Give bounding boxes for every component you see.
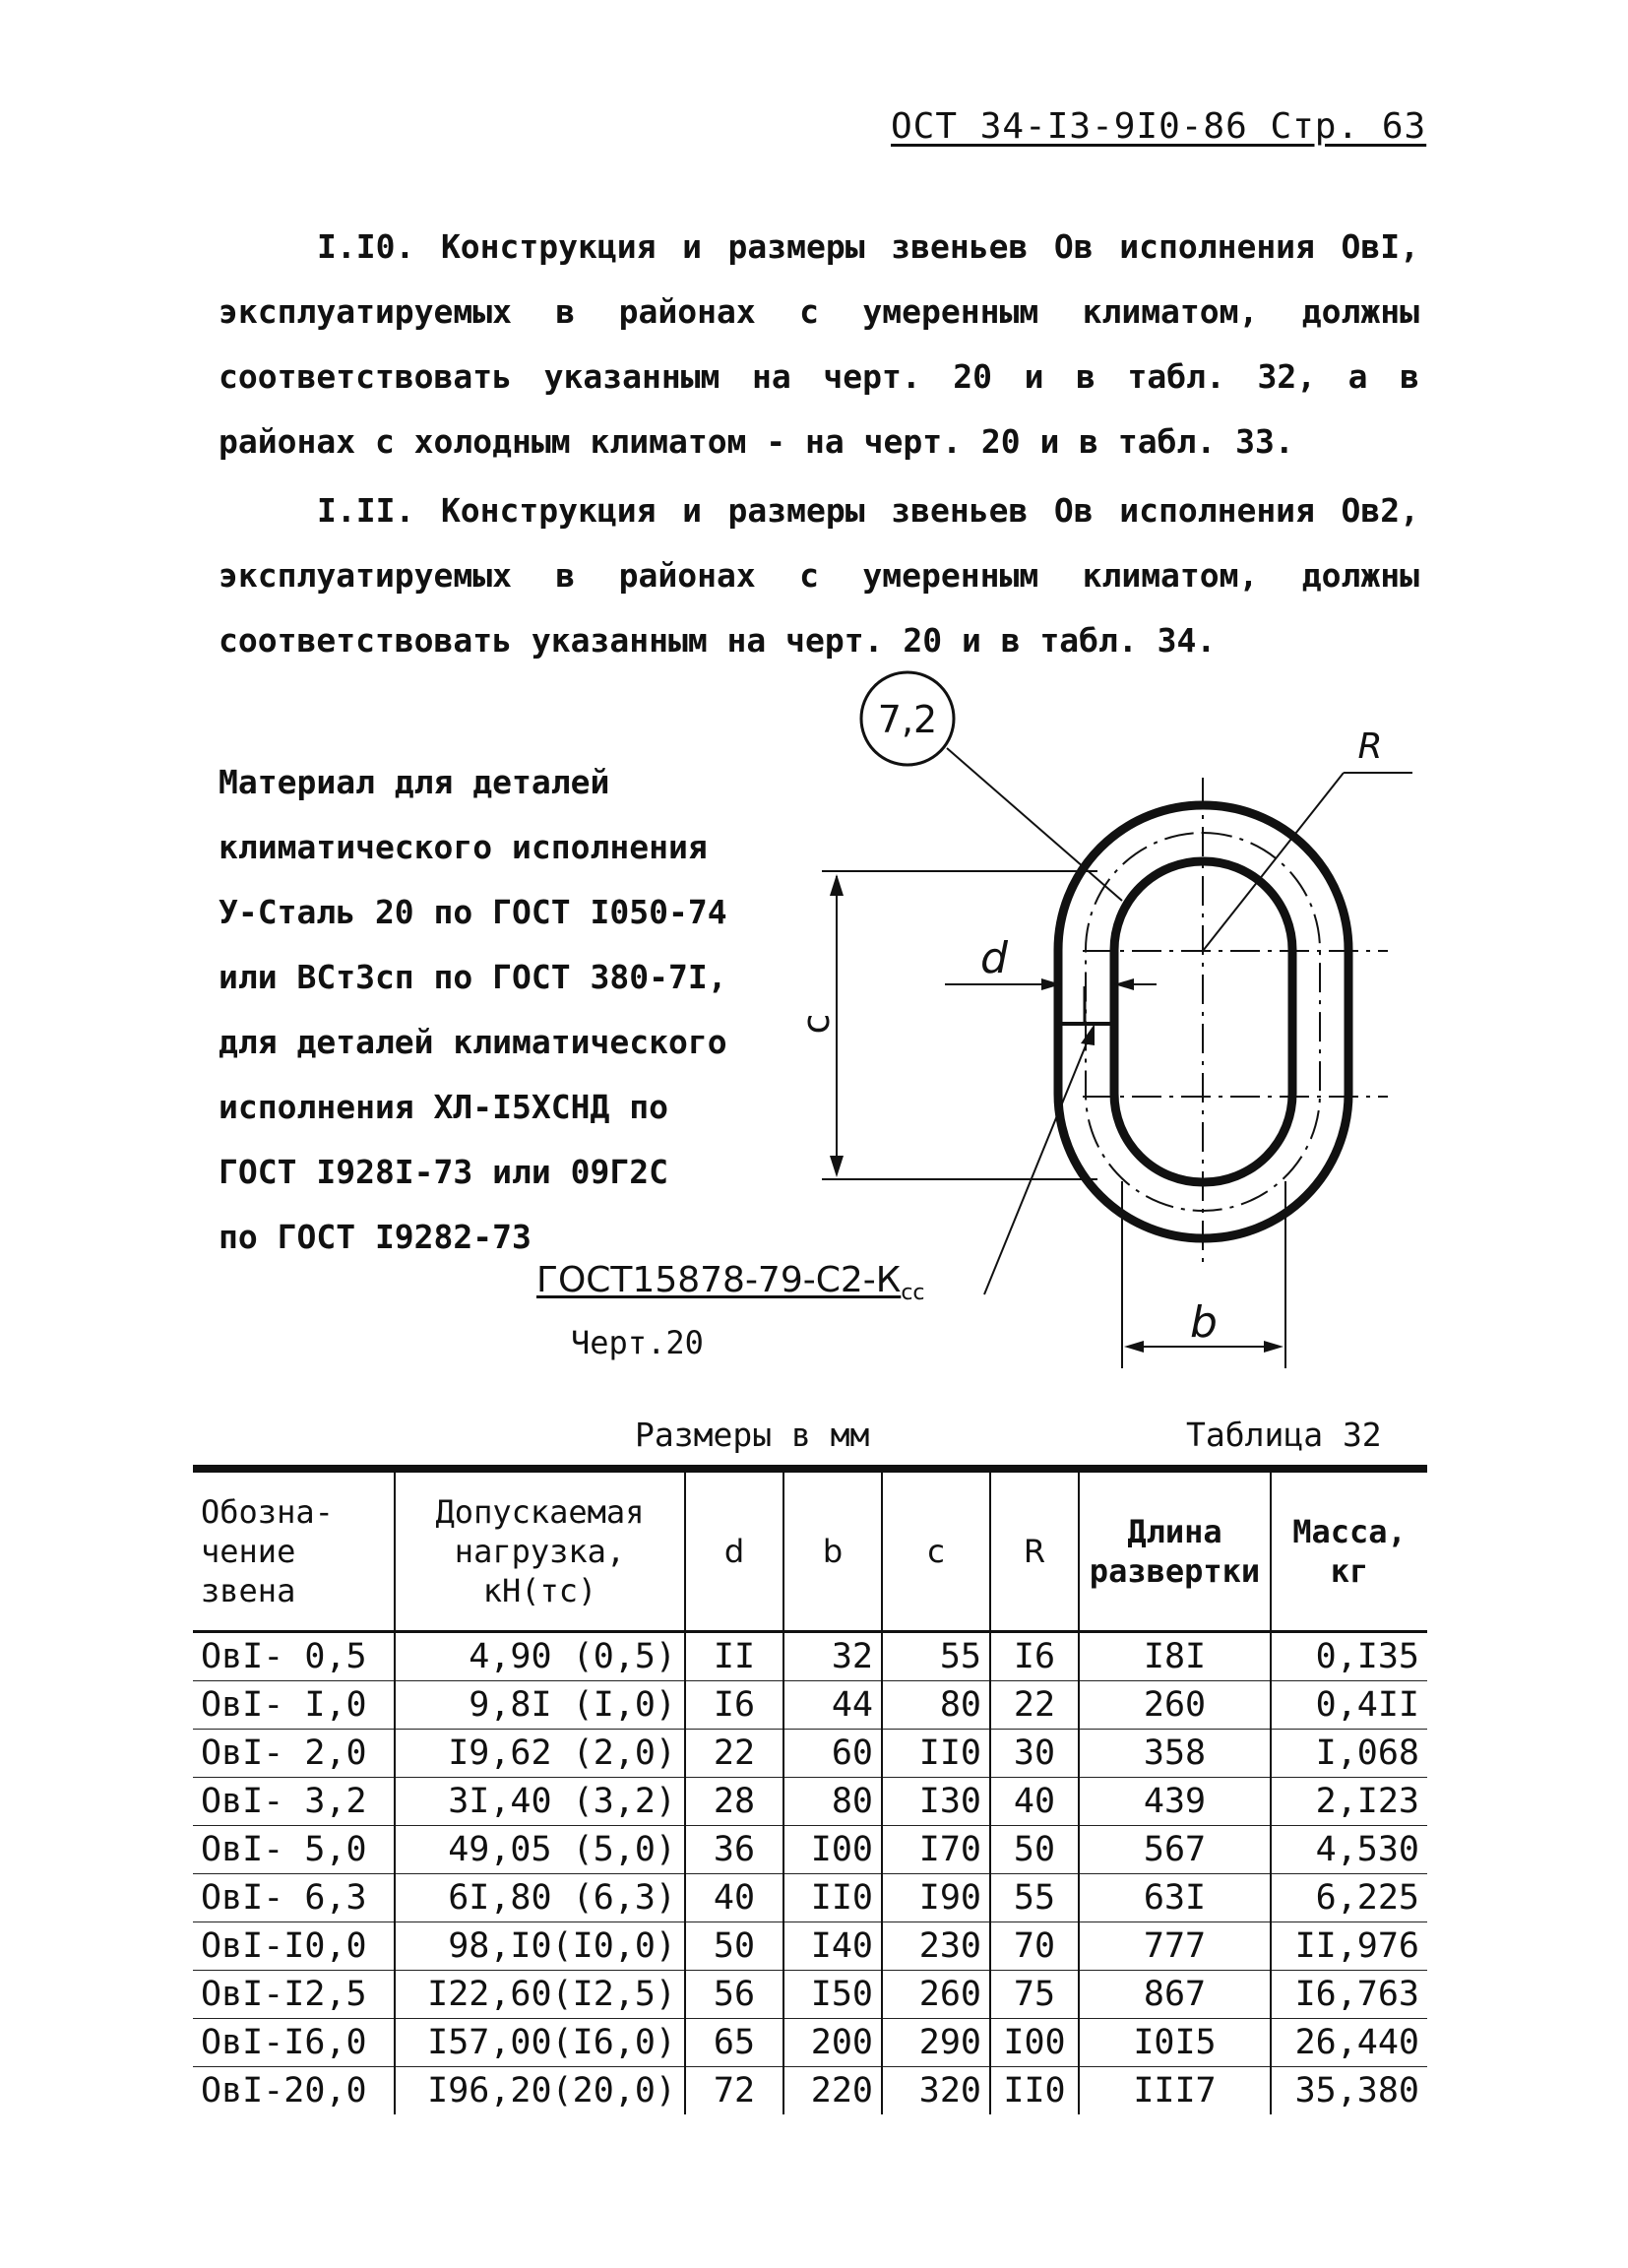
document-header: ОСТ 34-I3-9I0-86 Стр. 63 (891, 106, 1427, 147)
cell-designation: ОвI-I0,0 (193, 1922, 395, 1971)
material-line: по ГОСТ I9282-73 (219, 1218, 532, 1256)
cell-r: 40 (990, 1778, 1079, 1826)
cell-c: 80 (882, 1681, 990, 1730)
cell-d: II (685, 1632, 783, 1681)
material-line: исполнения ХЛ-I5ХСНД по (219, 1088, 668, 1126)
label-b: b (1190, 1297, 1218, 1348)
cell-d: 40 (685, 1874, 783, 1922)
header-load (395, 1469, 685, 1632)
table-row (193, 1874, 1427, 1922)
cell-b: 60 (783, 1730, 882, 1778)
cell-d: 50 (685, 1922, 783, 1971)
marking-main: ГОСТ15878-79-С2-К (536, 1260, 902, 1300)
cell-b: 200 (783, 2019, 882, 2067)
cell-designation: ОвI-I6,0 (193, 2019, 395, 2067)
material-line: для деталей климатического (219, 1023, 727, 1061)
header-c: c (882, 1469, 990, 1632)
cell-r: 50 (990, 1826, 1079, 1874)
cell-c: 55 (882, 1632, 990, 1681)
cell-load: 6I,80 (6,3) (395, 1874, 685, 1922)
material-line: климатического исполнения (219, 828, 708, 866)
header-length (1079, 1469, 1271, 1632)
cell-load: I9,62 (2,0) (395, 1730, 685, 1778)
cell-b: 220 (783, 2067, 882, 2115)
cell-designation: ОвI-I2,5 (193, 1971, 395, 2019)
cell-r: I6 (990, 1632, 1079, 1681)
cell-load: 49,05 (5,0) (395, 1826, 685, 1874)
cell-length: I0I5 (1079, 2019, 1271, 2067)
cell-mass: 0,4II (1271, 1681, 1427, 1730)
cell-r: 70 (990, 1922, 1079, 1971)
table-row (193, 1922, 1427, 1971)
cell-mass: 35,380 (1271, 2067, 1427, 2115)
header-r: R (990, 1469, 1079, 1632)
c-arrow-bottom (830, 1156, 844, 1177)
table-32 (193, 1465, 1427, 2114)
cell-length: III7 (1079, 2067, 1271, 2115)
cell-length: 260 (1079, 1681, 1271, 1730)
roughness-label: 7,2 (877, 698, 938, 741)
cell-c: I90 (882, 1874, 990, 1922)
cell-load: 3I,40 (3,2) (395, 1778, 685, 1826)
cell-load: 98,I0(I0,0) (395, 1922, 685, 1971)
cell-mass: I6,763 (1271, 1971, 1427, 2019)
chain-marking (536, 1260, 925, 1305)
cell-d: 28 (685, 1778, 783, 1826)
cell-b: 32 (783, 1632, 882, 1681)
cell-mass: I,068 (1271, 1730, 1427, 1778)
table-header-row (193, 1469, 1427, 1632)
cell-b: II0 (783, 1874, 882, 1922)
cell-length: 867 (1079, 1971, 1271, 2019)
cell-r: 75 (990, 1971, 1079, 2019)
cell-c: II0 (882, 1730, 990, 1778)
header-load-text: Допускаемая нагрузка, кН(тс) (435, 1493, 645, 1609)
header-designation (193, 1469, 395, 1632)
cell-designation: ОвI- 6,3 (193, 1874, 395, 1922)
cell-load: 9,8I (I,0) (395, 1681, 685, 1730)
clause-1-11-text: I.II. Конструкция и размеры звеньев Ов исполнения Ов2, эксплуатируемых в районах с умеренным климатом, должны соответствовать указанным на черт. 20 и в табл. 34. (219, 491, 1419, 660)
cell-load: 4,90 (0,5) (395, 1632, 685, 1681)
cell-b: I50 (783, 1971, 882, 2019)
cell-r: 30 (990, 1730, 1079, 1778)
cell-load: I22,60(I2,5) (395, 1971, 685, 2019)
header-mass (1271, 1469, 1427, 1632)
cell-c: I30 (882, 1778, 990, 1826)
cell-b: I00 (783, 1826, 882, 1874)
header-b: b (783, 1469, 882, 1632)
table-body (193, 1632, 1427, 2115)
table-units-label: Размеры в мм (635, 1416, 870, 1454)
cell-r: I00 (990, 2019, 1079, 2067)
cell-mass: II,976 (1271, 1922, 1427, 1971)
cell-c: 320 (882, 2067, 990, 2115)
cell-b: I40 (783, 1922, 882, 1971)
cell-d: 65 (685, 2019, 783, 2067)
table-row (193, 1730, 1427, 1778)
cell-d: 72 (685, 2067, 783, 2115)
header-d: d (685, 1469, 783, 1632)
cell-b: 44 (783, 1681, 882, 1730)
cell-length: 777 (1079, 1922, 1271, 1971)
marking-leader-arrow (1081, 1024, 1095, 1045)
cell-load: I96,20(20,0) (395, 2067, 685, 2115)
cell-designation: ОвI- I,0 (193, 1681, 395, 1730)
cell-designation: ОвI- 5,0 (193, 1826, 395, 1874)
cell-length: I8I (1079, 1632, 1271, 1681)
cell-d: 36 (685, 1826, 783, 1874)
material-line: У-Сталь 20 по ГОСТ I050-74 (219, 893, 727, 931)
cell-designation: ОвI-20,0 (201, 2071, 367, 2110)
header-mass-text: Масса, кг (1292, 1513, 1407, 1590)
cell-length: 63I (1079, 1874, 1271, 1922)
cell-r: II0 (990, 2067, 1079, 2115)
cell-r: 22 (990, 1681, 1079, 1730)
roughness-leader (947, 748, 1122, 901)
cell-load: I57,00(I6,0) (395, 2019, 685, 2067)
cell-r: 55 (990, 1874, 1079, 1922)
cell-d: I6 (685, 1681, 783, 1730)
c-arrow-top (830, 874, 844, 896)
b-arrow-left (1124, 1341, 1144, 1353)
b-arrow-right (1264, 1341, 1284, 1353)
cell-length: 567 (1079, 1826, 1271, 1874)
table-row (193, 2067, 1427, 2115)
table-row (193, 1826, 1427, 1874)
cell-mass: 6,225 (1271, 1874, 1427, 1922)
cell-c: I70 (882, 1826, 990, 1874)
clause-1-10-text: I.I0. Конструкция и размеры звеньев Ов исполнения ОвI, эксплуатируемых в районах с умеренным климатом, должны соответствовать указанным на черт. 20 и в табл. 32, а в районах с холодным климатом - на черт. 20 и в табл. 33. (219, 227, 1419, 461)
cell-mass: 2,I23 (1271, 1778, 1427, 1826)
cell-d: 56 (685, 1971, 783, 2019)
cell-length: 439 (1079, 1778, 1271, 1826)
table-row (193, 1971, 1427, 2019)
cell-c: 290 (882, 2019, 990, 2067)
header-length-text: Длина развертки (1089, 1513, 1261, 1590)
table-row (193, 1632, 1427, 1681)
material-line: Материал для деталей (219, 763, 610, 801)
cell-b: 80 (783, 1778, 882, 1826)
cell-d: 22 (685, 1730, 783, 1778)
cell-c: 230 (882, 1922, 990, 1971)
cell-mass: 0,I35 (1271, 1632, 1427, 1681)
cell-designation: ОвI- 3,2 (193, 1778, 395, 1826)
label-r: R (1357, 726, 1383, 767)
cell-mass: 4,530 (1271, 1826, 1427, 1874)
header-designation-text: Обозна- чение звена (201, 1493, 334, 1609)
label-d: d (980, 933, 1008, 983)
cell-c: 260 (882, 1971, 990, 2019)
cell-designation: ОвI- 2,0 (193, 1730, 395, 1778)
marking-subscript: сс (901, 1281, 925, 1306)
cell-length: 358 (1079, 1730, 1271, 1778)
table-row (193, 1778, 1427, 1826)
table-row (193, 2019, 1427, 2067)
material-line: или ВСт3сп по ГОСТ 380-7I, (219, 958, 727, 996)
label-c: c (794, 1013, 838, 1035)
cell-mass: 26,440 (1271, 2019, 1427, 2067)
table-number-label: Таблица 32 (1186, 1416, 1382, 1454)
material-line: ГОСТ I928I-73 или 09Г2С (219, 1153, 668, 1191)
cell-designation: ОвI- 0,5 (193, 1632, 395, 1681)
table-row (193, 1681, 1427, 1730)
drawing-caption: Черт.20 (571, 1324, 704, 1361)
